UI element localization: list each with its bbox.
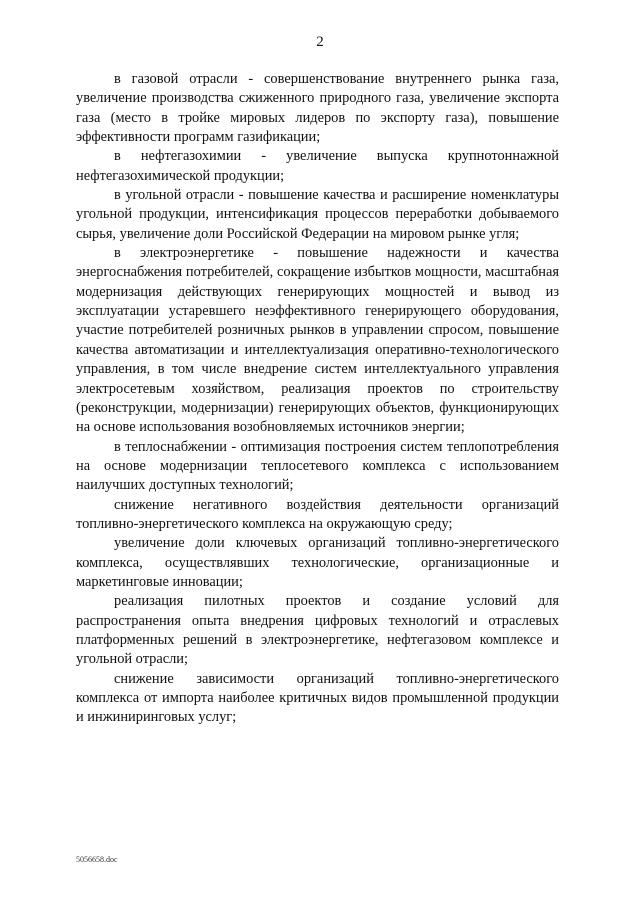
paragraph-import-dependence: снижение зависимости организаций топливно-энергетического комплекса от импорта наиболее критичных видов промышленной продукции и инжиниринговых услуг; [76, 670, 559, 726]
paragraph-coal: в угольной отрасли - повышение качества и расширение номенклатуры угольной продукции, интенсификация процессов переработки добываемого сырья, увеличение доли Российской Федерации на мировом рынке угля; [76, 187, 559, 242]
paragraph-environment: снижение негативного воздействия деятельности организаций топливно-энергетического комплекса на окружающую среду; [76, 496, 559, 532]
document-body [76, 70, 559, 728]
paragraph-gas: в газовой отрасли - совершенствование внутреннего рынка газа, увеличение производства сжиженного природного газа, увеличение экспорта газа (место в тройке мировых лидеров по экспорту газа), повышение эффективности программ газификации; [76, 71, 559, 146]
paragraph-innovations: увеличение доли ключевых организаций топливно-энергетического комплекса, осуществлявших технологические, организационные и маркетинговые инновации; [76, 535, 559, 590]
paragraph-digital-pilots: реализация пилотных проектов и создание условий для распространения опыта внедрения цифровых технологий и отраслевых платформенных решений в электроэнергетике, нефтегазовом комплексе и угольной отрасли; [76, 593, 559, 668]
paragraph-heat-supply: в теплоснабжении - оптимизация построения систем теплопотребления на основе модернизации теплосетевого комплекса с использованием наилучших доступных технологий; [76, 438, 559, 494]
page-number: 2 [316, 34, 324, 50]
paragraph-petrochemistry: в нефтегазохимии - увеличение выпуска крупнотоннажной нефтегазохимической продукции; [76, 148, 559, 184]
paragraph-electric-power: в электроэнергетике - повышение надежности и качества энергоснабжения потребителей, сокращение избытков мощности, масштабная модернизация действующих генерирующих мощностей и вывод из эксплуатации устаревшего неэффективного генерирующего оборудования, участие потребителей розничных рынков в управлении спросом, повышение качества автоматизации и интеллектуализация оперативно-технологического управления, в том числе внедрение систем интеллектуального управления электросетевым хозяйством, реализация проектов по строительству (реконструкции, модернизации) генерирующих объектов, функционирующих на основе использования возобновляемых источников энергии; [76, 245, 559, 436]
footer-filename: 5056658.doc [76, 855, 118, 864]
